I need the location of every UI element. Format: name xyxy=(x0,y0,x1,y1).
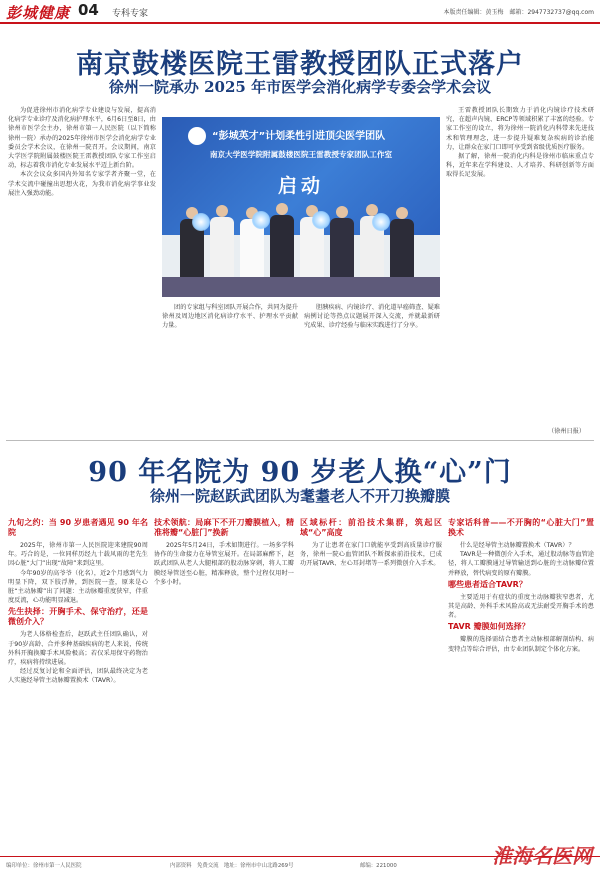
paragraph: 经过反复讨论和全面评估，团队最终决定为老人实施经导管主动脉瓣置换术（TAVR）。 xyxy=(8,668,148,685)
article-1-title[interactable]: 南京鼓楼医院王雷教授团队正式落户 xyxy=(76,49,524,80)
banner-title: “彭城英才”计划柔性引进顶尖医学团队 xyxy=(212,131,386,142)
paragraph: 王雷教授团队长期致力于消化内镜诊疗技术研究，在超声内镜、ERCP等领域积累了丰富的经验。专家工作室的设立，将为徐州一院消化内科带来先进技术和管理理念，进一步提升疑难复杂疾病的诊治能力，让群众在家门口即可享受到省级优质医疗服务。 xyxy=(446,107,594,151)
section-heading: 先生抉择：开胸手术、保守治疗，还是微创介入？ xyxy=(8,607,148,627)
article-2-subtitle: 徐州一院赵跃武团队为耄耋老人不开刀换瓣膜 xyxy=(149,487,450,505)
article-2-column-3 xyxy=(300,516,442,854)
paragraph: 据了解，徐州一院消化内科是徐州市临床重点专科，近年来在学科建设、人才培养、科研创新等方面取得长足发展。 xyxy=(446,153,594,179)
section-heading: 哪些患者适合TAVR？ xyxy=(448,579,527,589)
paragraph: 为了让患者在家门口就能享受到高质量诊疗服务，徐州一院心血管团队不断探索前沿技术，已成功开展TAVR、左心耳封堵等一系列微创介入手术。 xyxy=(300,542,442,568)
page-number: 04 xyxy=(78,1,99,19)
article-2-column-4 xyxy=(448,516,594,838)
paragraph: 胆胰疾病、内镜诊疗、消化道早癌筛查、疑难病例讨论等热点议题展开深入交流，并就最新研究成果、诊疗经验与临床实践进行了分享。 xyxy=(304,304,440,330)
section-heading: 专家话科普——不开胸的“心脏大门”置换术 xyxy=(448,518,594,537)
paragraph: 今年90岁的高爷爷（化名），近2个月感到气力明显下降，双下肢浮肿，到医院一查，原来是心脏“主动脉瓣”出了问题：主动脉瓣重度狭窄，伴重度反流，心功能明显减退。 xyxy=(8,569,148,605)
section-name: 专科专家 xyxy=(112,9,149,19)
article-1-column-1 xyxy=(8,106,156,338)
paragraph: TAVR是一种微创介入手术，通过股动脉等血管途径，将人工瓣膜通过导管输送到心脏的主动脉瓣位置并释放，替代病变的原有瓣膜。 xyxy=(448,551,594,577)
article-1-column-2 xyxy=(162,303,298,433)
banner-subtitle: 南京大学医学院附属鼓楼医院王雷教授专家团队工作室 xyxy=(209,150,393,159)
paragraph: 为老人体格检查后，赵跃武主任团队确认，对于90岁高龄、合并多种基础疾病的老人来说，传统外科开胸换瓣手术风险极高；若仅采用保守药物治疗，疾病将持续进展。 xyxy=(8,631,148,667)
article-2-column-2 xyxy=(154,516,294,854)
masthead xyxy=(0,0,600,24)
article-1-column-3 xyxy=(304,303,440,433)
footer xyxy=(0,856,600,873)
byline: （徐州日报） xyxy=(548,428,586,435)
paragraph: 瓣膜的选择需结合患者主动脉根部解剖结构、病变特点等综合评估，由专业团队制定个体化方案。 xyxy=(448,636,594,653)
divider xyxy=(6,440,594,441)
paper-logo: 彭城健康 xyxy=(6,4,71,22)
section-heading: TAVR 瓣膜如何选择？ xyxy=(448,622,530,632)
watermark-logo: 淮海名医网 xyxy=(492,844,592,868)
article-1-column-4 xyxy=(446,106,594,424)
section-heading: 技术领航：局麻下不开刀瓣膜植入，精准将瓣“心脏门”换新 xyxy=(154,518,294,537)
event-photo xyxy=(162,117,440,297)
paragraph: 什么是经导管主动脉瓣置换术（TAVR）？ xyxy=(460,542,575,549)
stage-floor xyxy=(162,277,440,297)
section-heading: 九旬之约：当 90 岁患者遇见 90 年名院 xyxy=(8,518,148,537)
emblem-icon xyxy=(188,127,206,145)
article-2-column-1 xyxy=(8,516,148,854)
paragraph: 2025年，徐州市第一人民医院迎来建院90周年。巧合的是，一位同样历经九十载风雨的老先生因心脏“大门”出现“故障”来到这里。 xyxy=(8,542,148,568)
paragraph: 主要适用于有症状的重度主动脉瓣狭窄患者，尤其是高龄、外科手术风险高或无法耐受开胸手术的患者。 xyxy=(448,593,594,620)
footer-info: 内部资料 免费交流 地址：徐州市中山北路269号 xyxy=(170,863,294,869)
paragraph: 团的专家组与科室团队开展合作，共同为提升徐州及周边地区消化病诊疗水平、护理水平贡献力量。 xyxy=(162,304,298,330)
banner-action: 启动 xyxy=(277,175,324,197)
paragraph: 2025年5月24日，手术如期进行。一场多学科协作的生命接力在导管室展开。在局部麻醉下，赵跃武团队从老人大腿根部的股动脉穿刺，将人工瓣膜经导管送至心脏，精准释放，整个过程仅用时一个多小时。 xyxy=(154,542,294,586)
footer-postcode: 邮编：221000 xyxy=(360,863,397,869)
paragraph: 本次会议众多国内外知名专家学者齐聚一堂，在学术交流中碰撞出思想火花，为我市消化病学事业发展注入强劲动能。 xyxy=(8,171,156,197)
article-1-subtitle: 徐州一院承办 2025 年市医学会消化病学专委会学术会议 xyxy=(108,78,492,96)
footer-publisher: 编印单位：徐州市第一人民医院 xyxy=(6,863,82,869)
editor-meta: 本版责任编辑：黄玉梅 邮箱：2947732737@qq.com xyxy=(443,9,594,16)
paragraph: 为促进徐州市消化病学专业建设与发展，提高消化病学专业诊疗及消化病护理水平，6月6日至8日，由徐州市医学会主办，徐州市第一人民医院（以下简称徐州一院）承办的2025年徐州市医学会消化病学专业委员会学术会议，在徐州一院召开。会议期间，南京大学医学院附属鼓楼医院王雷教授团队专家工作室启动，标志着我市消化专业发展水平迈上新台阶。 xyxy=(8,107,156,170)
article-2-title[interactable]: 90 年名院为 90 岁老人换“心”门 xyxy=(88,457,512,488)
section-heading: 区域标杆：前沿技术集群，筑起区域“心”高度 xyxy=(300,518,442,537)
